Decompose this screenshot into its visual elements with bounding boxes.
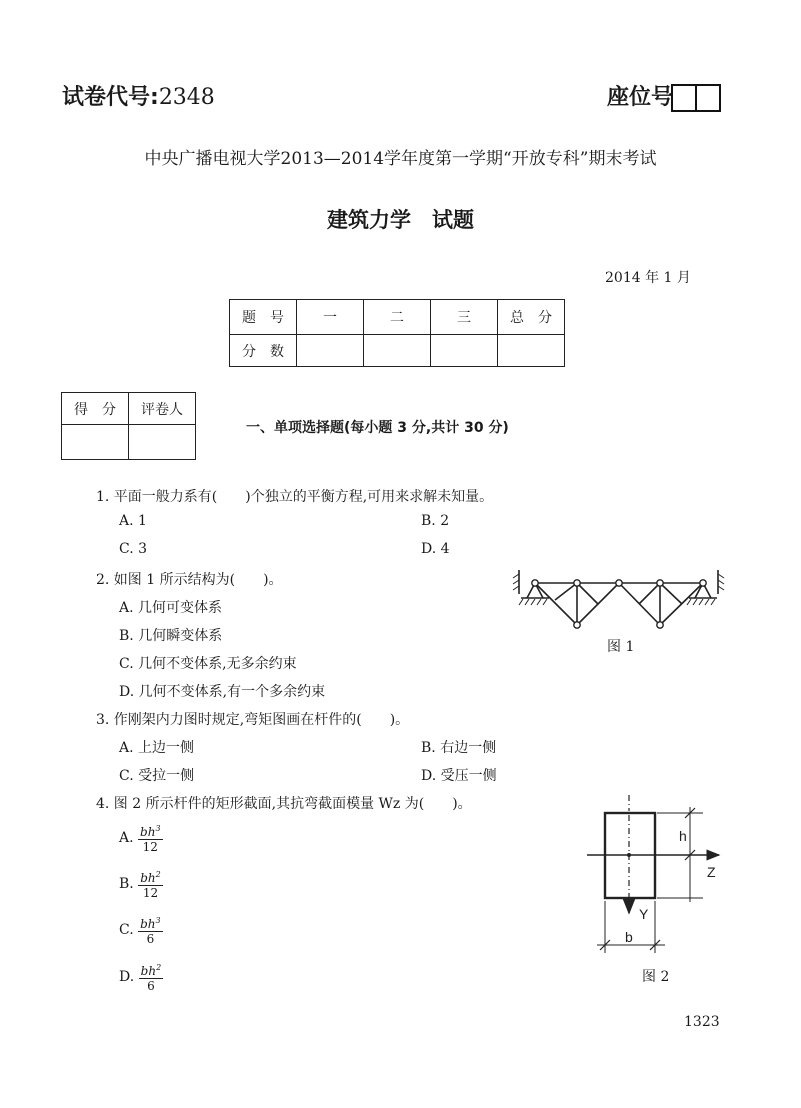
score-cell-1[interactable]: [297, 335, 364, 367]
q4-option-b-fraction: [138, 868, 163, 900]
q3-option-b[interactable]: B. 右边一侧: [421, 740, 497, 756]
q4-d-num: bh: [140, 964, 157, 978]
grader-table: [61, 392, 196, 460]
q2-option-c[interactable]: C. 几何不变体系,无多余约束: [119, 656, 297, 672]
q4-option-d[interactable]: [119, 961, 163, 993]
q4-b-exp: 2: [155, 870, 161, 879]
q4-option-c-letter: C.: [119, 922, 134, 938]
q4-a-num: bh: [140, 825, 156, 839]
q4-option-d-fraction: [139, 961, 164, 993]
q4-a-den: 12: [142, 840, 158, 854]
page-number: 1323: [684, 1014, 720, 1030]
q1-option-a[interactable]: A. 1: [119, 513, 147, 529]
question-3: 3. 作刚架内力图时规定,弯矩图画在杆件的( )。: [96, 712, 410, 728]
exam-code-label: 试卷代号:: [62, 85, 159, 110]
q3-option-a[interactable]: A. 上边一侧: [119, 740, 195, 756]
grader-score-label: 得 分: [62, 393, 129, 425]
score-table: [229, 299, 565, 367]
q4-option-c[interactable]: [119, 914, 163, 946]
section1-heading: 一、单项选择题(每小题 3 分,共计 30 分): [246, 420, 509, 436]
q3-option-d[interactable]: D. 受压一侧: [421, 768, 497, 784]
figure-1-caption: 图 1: [607, 639, 635, 655]
q2-option-a[interactable]: A. 几何可变体系: [119, 600, 223, 616]
q4-c-den: 6: [146, 932, 155, 946]
score-header-2: 二: [364, 300, 431, 335]
question-4: 4. 图 2 所示杆件的矩形截面,其抗弯截面模量 Wz 为( )。: [96, 796, 472, 812]
seat-box-1[interactable]: [671, 84, 697, 112]
q4-option-d-letter: D.: [119, 969, 135, 985]
q4-option-b-letter: B.: [119, 876, 134, 892]
grader-name-label: 评卷人: [129, 393, 196, 425]
question-1: 1. 平面一般力系有( )个独立的平衡方程,可用来求解未知量。: [96, 489, 494, 505]
q4-option-b[interactable]: [119, 868, 163, 900]
grader-score-cell[interactable]: [62, 425, 129, 460]
score-header-1: 一: [297, 300, 364, 335]
q4-a-exp: 3: [155, 824, 161, 833]
question-2: 2. 如图 1 所示结构为( )。: [96, 572, 283, 588]
seat-label: 座位号: [607, 85, 674, 110]
q1-option-d[interactable]: D. 4: [421, 541, 450, 557]
label-z: Z: [707, 864, 716, 880]
figure-1-truss: [505, 570, 730, 632]
figure-2-caption: 图 2: [642, 969, 670, 985]
q4-option-a-fraction: [138, 822, 163, 854]
q2-option-d[interactable]: D. 几何不变体系,有一个多余约束: [119, 684, 326, 700]
q4-d-exp: 2: [156, 963, 162, 972]
q4-option-c-fraction: [138, 914, 163, 946]
q2-option-b[interactable]: B. 几何瞬变体系: [119, 628, 223, 644]
q4-c-exp: 3: [155, 916, 161, 925]
score-row-label: 分 数: [230, 335, 297, 367]
score-header-3: 三: [431, 300, 498, 335]
q3-option-c[interactable]: C. 受拉一侧: [119, 768, 195, 784]
label-y: Y: [639, 906, 649, 922]
q4-b-den: 12: [142, 886, 159, 900]
figure-2-section: [585, 793, 725, 958]
q1-option-c[interactable]: C. 3: [119, 541, 148, 557]
centroid-dot: [627, 853, 631, 857]
exam-code: [62, 80, 215, 111]
q4-option-a[interactable]: [119, 822, 163, 854]
label-b: b: [625, 929, 633, 945]
q4-option-a-letter: A.: [119, 830, 134, 846]
score-cell-3[interactable]: [431, 335, 498, 367]
exam-date: 2014 年 1 月: [605, 270, 691, 286]
score-cell-total[interactable]: [498, 335, 565, 367]
q4-d-den: 6: [147, 979, 155, 993]
score-cell-2[interactable]: [364, 335, 431, 367]
seat-number: [607, 80, 721, 112]
exam-code-value: 2348: [158, 85, 215, 110]
q1-option-b[interactable]: B. 2: [421, 513, 450, 529]
score-header-label: 题 号: [230, 300, 297, 335]
q4-c-num: bh: [140, 917, 156, 931]
score-header-total: 总 分: [498, 300, 565, 335]
q4-b-num: bh: [140, 871, 156, 885]
subject-title: 建筑力学 试题: [327, 208, 474, 232]
label-h: h: [679, 828, 687, 844]
exam-title: 中央广播电视大学2013—2014学年度第一学期“开放专科”期末考试: [144, 149, 657, 169]
grader-name-cell[interactable]: [129, 425, 196, 460]
seat-box-2[interactable]: [695, 84, 721, 112]
